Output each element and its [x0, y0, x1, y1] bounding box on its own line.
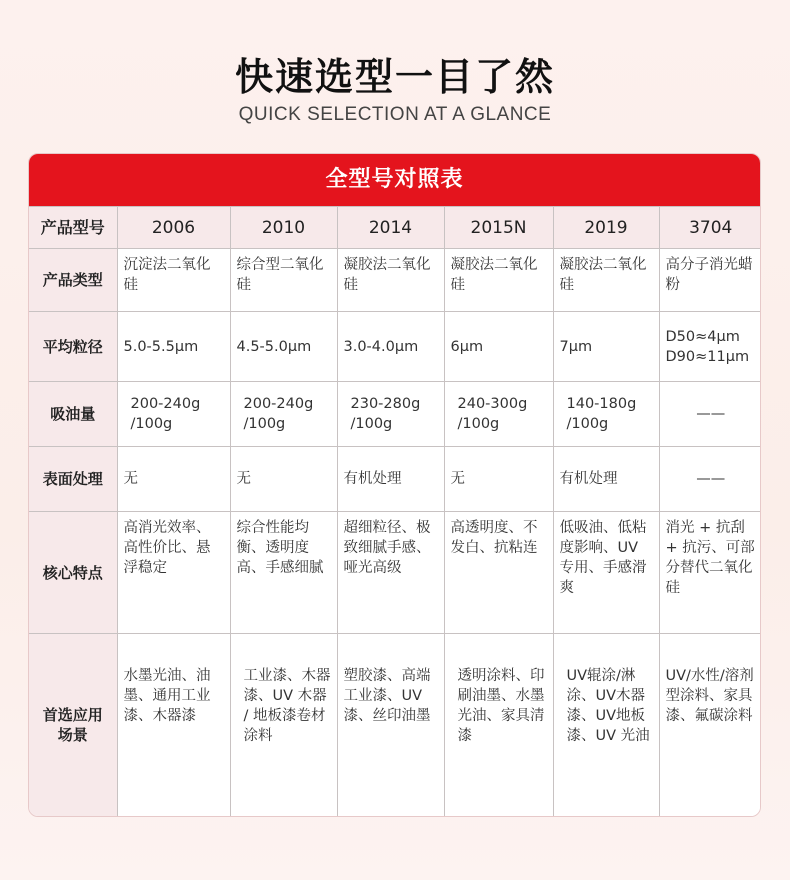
row-label-applications: 首选应用场景 — [29, 634, 117, 817]
table-cell: 凝胶法二氧化硅 — [553, 249, 659, 312]
table-cell: 水墨光油、油墨、通用工业漆、木器漆 — [117, 634, 230, 817]
table-cell: 有机处理 — [553, 447, 659, 512]
table-cell: 有机处理 — [337, 447, 444, 512]
table-cell: 无 — [444, 447, 553, 512]
model-3704: 3704 — [659, 207, 761, 249]
table-cell: 6μm — [444, 312, 553, 382]
table-cell: 工业漆、木器漆、UV 木器 / 地板漆卷材涂料 — [230, 634, 337, 817]
table-cell: 消光 + 抗刮 + 抗污、可部分替代二氧化硅 — [659, 512, 761, 634]
table-row — [29, 447, 761, 512]
model-2010: 2010 — [230, 207, 337, 249]
table-row — [29, 634, 761, 817]
table-header-row — [29, 207, 761, 249]
table-cell: 4.5-5.0μm — [230, 312, 337, 382]
comparison-table — [29, 206, 761, 817]
table-cell: 高分子消光蜡粉 — [659, 249, 761, 312]
table-cell: 超细粒径、极致细腻手感、哑光高级 — [337, 512, 444, 634]
row-label-oil-absorption: 吸油量 — [29, 382, 117, 447]
row-label-core-features: 核心特点 — [29, 512, 117, 634]
model-2015n: 2015N — [444, 207, 553, 249]
table-cell: 高透明度、不发白、抗粘连 — [444, 512, 553, 634]
table-cell: 高消光效率、高性价比、悬浮稳定 — [117, 512, 230, 634]
row-label-particle-size: 平均粒径 — [29, 312, 117, 382]
table-cell: 240-300g /100g — [444, 382, 553, 447]
table-cell: 低吸油、低粘度影响、UV 专用、手感滑爽 — [553, 512, 659, 634]
table-cell: 凝胶法二氧化硅 — [337, 249, 444, 312]
table-row — [29, 312, 761, 382]
table-row — [29, 249, 761, 312]
model-2019: 2019 — [553, 207, 659, 249]
model-2006: 2006 — [117, 207, 230, 249]
comparison-card — [28, 153, 761, 817]
table-cell: 综合性能均衡、透明度高、手感细腻 — [230, 512, 337, 634]
table-cell: 200-240g /100g — [117, 382, 230, 447]
table-cell: —— — [659, 382, 761, 447]
table-cell: 无 — [117, 447, 230, 512]
table-cell: 140-180g /100g — [553, 382, 659, 447]
table-title: 全型号对照表 — [29, 154, 760, 206]
table-cell: UV/水性/溶剂型涂料、家具漆、氟碳涂料 — [659, 634, 761, 817]
table-row — [29, 512, 761, 634]
table-cell: 230-280g /100g — [337, 382, 444, 447]
table-cell: 沉淀法二氧化硅 — [117, 249, 230, 312]
table-cell: 3.0-4.0μm — [337, 312, 444, 382]
table-cell: UV辊涂/淋涂、UV木器漆、UV地板漆、UV 光油 — [553, 634, 659, 817]
table-cell: 200-240g /100g — [230, 382, 337, 447]
table-cell: 综合型二氧化硅 — [230, 249, 337, 312]
table-cell: 7μm — [553, 312, 659, 382]
table-cell: 塑胶漆、高端工业漆、UV 漆、丝印油墨 — [337, 634, 444, 817]
table-cell: 凝胶法二氧化硅 — [444, 249, 553, 312]
table-row — [29, 382, 761, 447]
model-2014: 2014 — [337, 207, 444, 249]
table-cell: D50≈4μm D90≈11μm — [659, 312, 761, 382]
row-label-surface-treatment: 表面处理 — [29, 447, 117, 512]
page-subtitle: QUICK SELECTION AT A GLANCE — [238, 104, 552, 125]
row-label-product-type: 产品类型 — [29, 249, 117, 312]
table-cell: 无 — [230, 447, 337, 512]
table-cell: 5.0-5.5μm — [117, 312, 230, 382]
page-title: 快速选型一目了然 — [234, 55, 555, 99]
header-label: 产品型号 — [29, 207, 117, 249]
table-cell: 透明涂料、印刷油墨、水墨光油、家具清漆 — [444, 634, 553, 817]
table-cell: —— — [659, 447, 761, 512]
